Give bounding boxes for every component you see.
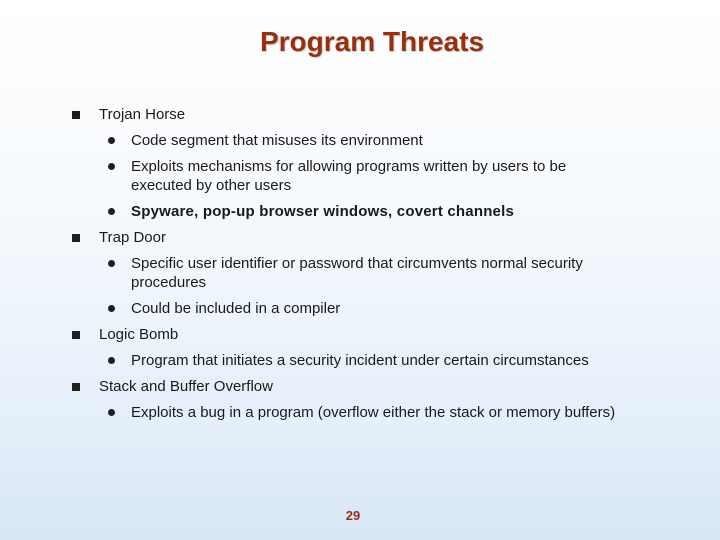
sub-bullet-text: Spyware, pop-up browser windows, covert channels: [131, 203, 515, 220]
sub-bullet-text: Exploits mechanisms for allowing programs written by users to be executed by other users: [131, 158, 567, 194]
sub-bullet-text: Specific user identifier or password that circumvents normal security procedures: [131, 255, 583, 291]
sub-bullet-text: Code segment that misuses its environment: [131, 132, 423, 149]
round-bullet-icon: [108, 208, 115, 215]
round-bullet-icon: [108, 357, 115, 364]
page-number: 29: [345, 508, 361, 523]
sub-bullet-text: Program that initiates a security incident under certain circumstances: [131, 352, 589, 369]
square-bullet-icon: [72, 383, 80, 391]
bullet-label: Trojan Horse: [99, 106, 186, 123]
bullet-label: Stack and Buffer Overflow: [99, 378, 273, 395]
square-bullet-icon: [72, 331, 80, 339]
sub-bullet-text: Could be included in a compiler: [131, 300, 341, 317]
square-bullet-icon: [72, 111, 80, 119]
sub-bullet-text: Exploits a bug in a program (overflow either the stack or memory buffers): [131, 404, 616, 421]
bullet-label: Trap Door: [99, 229, 166, 246]
round-bullet-icon: [108, 260, 115, 267]
bullet-label: Logic Bomb: [99, 326, 179, 343]
round-bullet-icon: [108, 305, 115, 312]
round-bullet-icon: [108, 137, 115, 144]
slide-title: Program Threats: [259, 26, 485, 57]
square-bullet-icon: [72, 234, 80, 242]
round-bullet-icon: [108, 409, 115, 416]
round-bullet-icon: [108, 163, 115, 170]
